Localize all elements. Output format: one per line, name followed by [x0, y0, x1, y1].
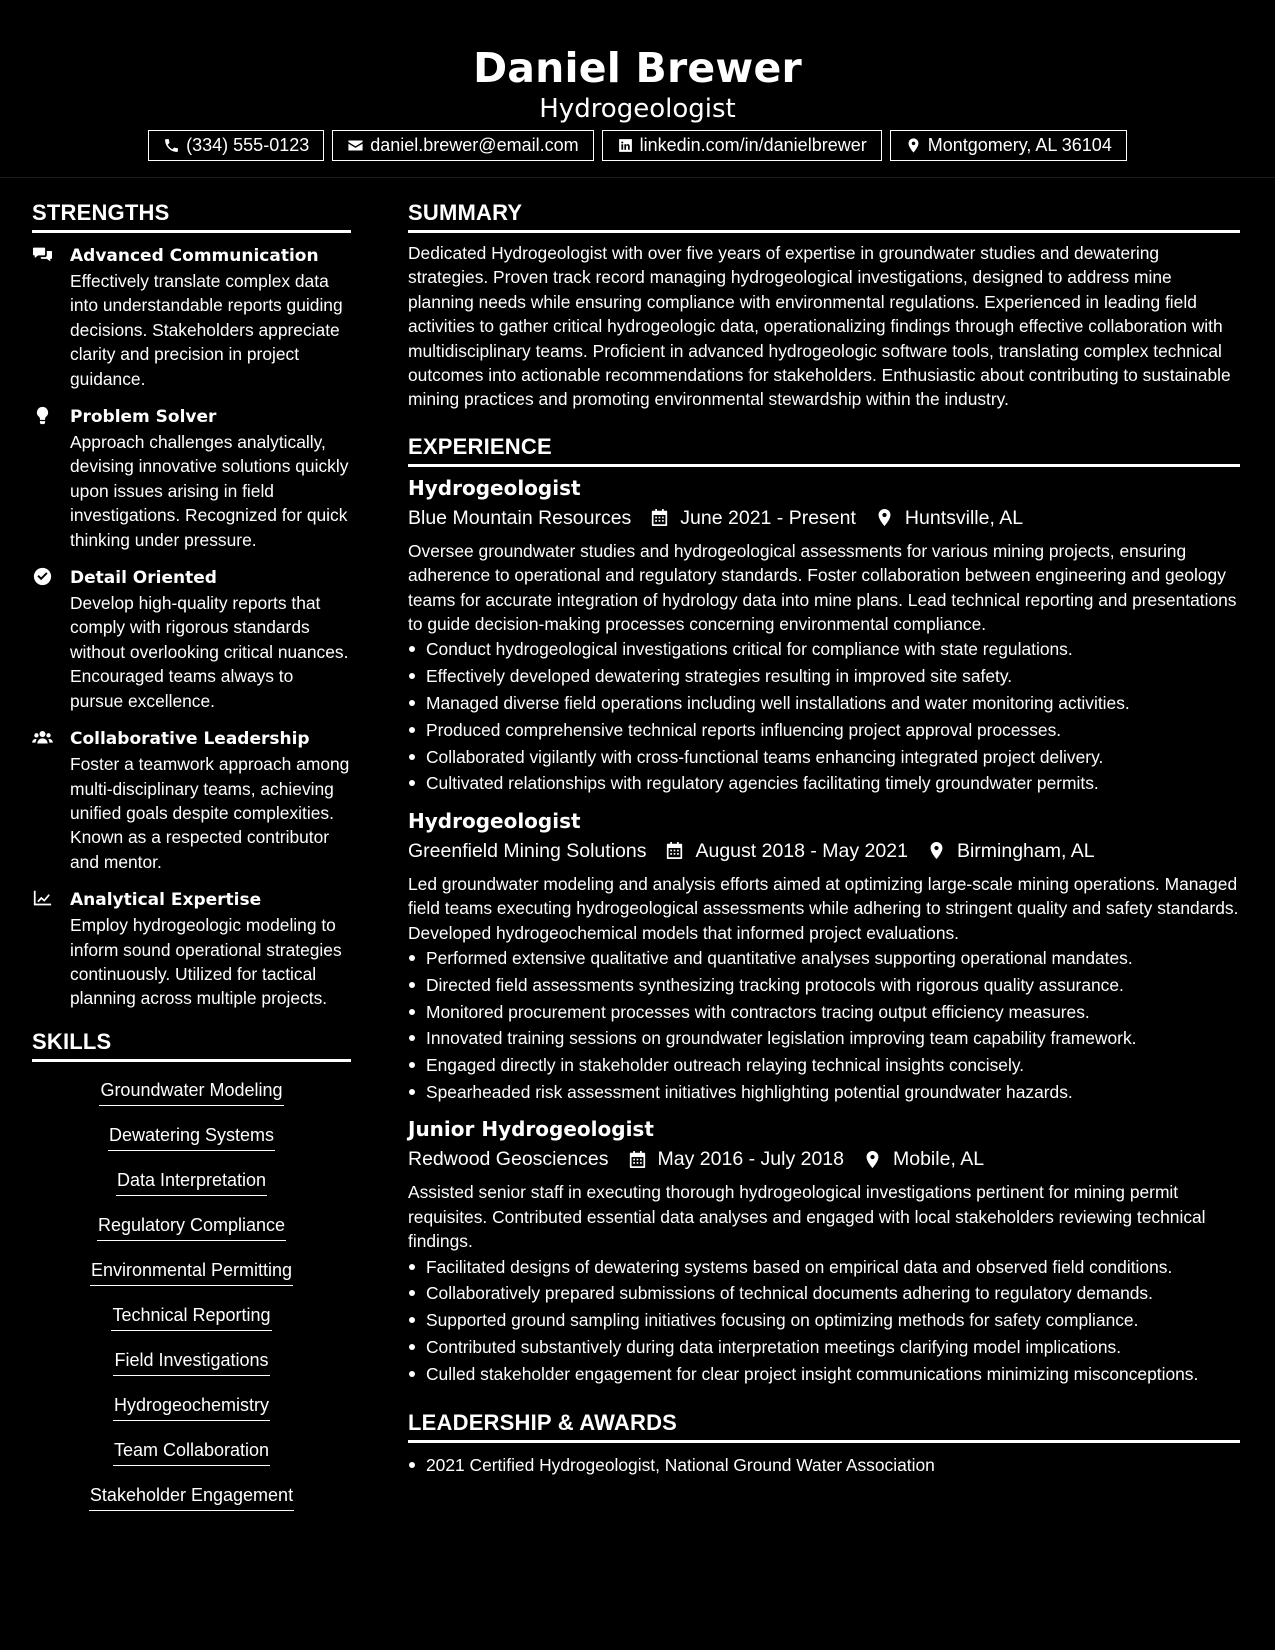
contact-location[interactable] — [890, 130, 1127, 161]
job-bullet: Directed field assessments synthesizing tracking protocols with rigorous quality assurance. — [408, 973, 1240, 997]
skill-item: Hydrogeochemistry — [113, 1393, 270, 1421]
skill-item: Environmental Permitting — [90, 1258, 293, 1286]
skill-item: Technical Reporting — [111, 1303, 271, 1331]
job-description: Oversee groundwater studies and hydrogeological assessments for various mining projects, ensuring adherence to operational and regulatory standards. Foster collaboration between engineering and geology teams for accurate integration of hydrology data into mine plans. Lead technical reporting and presentations to guide decision-making processes concerning environmental compliance. — [408, 540, 1237, 635]
strength-name: Collaborative Leadership — [70, 729, 310, 750]
skill-item: Groundwater Modeling — [99, 1078, 283, 1106]
contact-text: linkedin.com/in/danielbrewer — [639, 135, 867, 155]
candidate-name: Daniel Brewer — [473, 44, 802, 92]
job-bullets — [408, 946, 1240, 1104]
strength-item — [32, 565, 351, 713]
job-bullet: Monitored procurement processes with contractors tracing output efficiency measures. — [408, 1000, 1240, 1024]
job-bullet: Conduct hydrogeological investigations critical for compliance with state regulations. — [408, 637, 1240, 661]
job-bullets — [408, 637, 1240, 795]
job-company: Greenfield Mining Solutions — [408, 839, 647, 862]
contact-linkedin[interactable] — [602, 130, 882, 161]
skill-item: Regulatory Compliance — [97, 1213, 286, 1241]
summary-text: Dedicated Hydrogeologist with over five years of expertise in groundwater studies and dewatering strategies. Proven track record managing hydrogeological investigations, designed to address mine planning needs while ensuring compliance with environmental regulations. Experienced in leading field activities to gather critical hydrogeologic data, operationalizing findings through effective collaboration with multidisciplinary teams. Proficient in advanced hydrogeologic software tools, translating complex technical outcomes into actionable recommendations for stakeholders. Enthusiastic about contributing to sustainable mining practices and promoting environmental stewardship within the industry. — [408, 243, 1231, 410]
job-bullet: Spearheaded risk assessment initiatives highlighting potential groundwater hazards. — [408, 1080, 1240, 1104]
job-meta — [408, 503, 1240, 533]
calendar-icon — [666, 841, 683, 860]
job-entry — [408, 806, 1240, 1105]
contact-text: Montgomery, AL 36104 — [927, 135, 1112, 155]
job-bullet: Contributed substantively during data interpretation meetings clarifying model implications. — [408, 1335, 1240, 1359]
envelope-icon — [347, 137, 364, 154]
strength-desc: Develop high-quality reports that comply with rigorous standards without overlooking critical nuances. Encouraged teams always to pursue excellence. — [70, 593, 349, 711]
contact-phone[interactable] — [148, 130, 324, 161]
map-pin-icon — [876, 508, 893, 527]
job-bullet: Supported ground sampling initiatives focusing on optimizing methods for safety compliance. — [408, 1308, 1240, 1332]
summary-heading: SUMMARY — [408, 196, 1240, 233]
awards-section — [408, 1406, 1240, 1477]
job-title: Junior Hydrogeologist — [408, 1117, 654, 1142]
awards-heading: LEADERSHIP & AWARDS — [408, 1406, 1240, 1443]
map-pin-icon — [905, 137, 922, 154]
experience-heading: EXPERIENCE — [408, 430, 1240, 467]
job-bullet: Cultivated relationships with regulatory agencies facilitating timely groundwater permits. — [408, 771, 1240, 795]
strength-name: Analytical Expertise — [70, 890, 262, 911]
contact-text: daniel.brewer@email.com — [370, 135, 579, 155]
right-column — [408, 196, 1240, 1480]
job-location: Huntsville, AL — [904, 506, 1024, 529]
job-bullet: Facilitated designs of dewatering systems based on empirical data and observed field conditions. — [408, 1255, 1240, 1279]
job-title: Hydrogeologist — [408, 475, 581, 500]
job-dates: August 2018 - May 2021 — [695, 839, 908, 862]
job-bullet: Performed extensive qualitative and quantitative analyses supporting operational mandates. — [408, 946, 1240, 970]
job-bullet: Culled stakeholder engagement for clear project insight communications minimizing misconceptions. — [408, 1362, 1240, 1386]
job-company: Blue Mountain Resources — [408, 506, 632, 529]
skill-item: Team Collaboration — [113, 1438, 270, 1466]
job-bullet: Managed diverse field operations including well installations and water monitoring activities. — [408, 691, 1240, 715]
skills-section — [32, 1025, 351, 1528]
check-circle-icon — [32, 567, 53, 586]
resume-header — [0, 0, 1275, 178]
users-icon — [32, 728, 53, 747]
strength-name: Advanced Communication — [70, 246, 319, 266]
strength-desc: Approach challenges analytically, devising innovative solutions quickly upon issues arising in field investigations. Recognized for quick thinking under pressure. — [70, 432, 349, 550]
skill-item: Stakeholder Engagement — [89, 1483, 294, 1511]
map-pin-icon — [928, 841, 945, 860]
strengths-heading: STRENGTHS — [32, 196, 351, 233]
job-dates: June 2021 - Present — [680, 506, 856, 529]
contact-bar — [0, 130, 1275, 161]
job-bullet: Engaged directly in stakeholder outreach relaying technical insights concisely. — [408, 1053, 1240, 1077]
contact-text: (334) 555-0123 — [186, 135, 310, 155]
job-bullet: Innovated training sessions on groundwater legislation improving team capability framework. — [408, 1026, 1240, 1050]
strength-name: Detail Oriented — [70, 568, 217, 589]
skill-item: Field Investigations — [113, 1348, 269, 1376]
strength-item — [32, 726, 351, 874]
job-meta — [408, 836, 1240, 866]
job-bullets — [408, 1255, 1240, 1387]
job-bullet: Collaboratively prepared submissions of technical documents adhering to regulatory demands. — [408, 1281, 1240, 1305]
job-entry — [408, 473, 1240, 796]
contact-email[interactable] — [332, 130, 593, 161]
strength-desc: Employ hydrogeologic modeling to inform sound operational strategies continuously. Utilized for tactical planning across multiple projects. — [70, 915, 342, 1009]
job-title: Hydrogeologist — [408, 808, 581, 833]
strength-item — [32, 404, 351, 552]
job-bullet: Effectively developed dewatering strategies resulting in improved site safety. — [408, 664, 1240, 688]
left-column — [32, 196, 351, 1528]
strength-item — [32, 243, 351, 391]
job-meta — [408, 1144, 1240, 1174]
lightbulb-icon — [32, 406, 53, 425]
skills-list — [32, 1072, 351, 1528]
job-bullet: Collaborated vigilantly with cross-functional teams enhancing integrated project delivery. — [408, 745, 1240, 769]
map-pin-icon — [864, 1150, 881, 1169]
job-location: Birmingham, AL — [956, 839, 1095, 862]
comments-icon — [32, 245, 53, 264]
job-dates: May 2016 - July 2018 — [657, 1148, 844, 1171]
phone-icon — [163, 137, 180, 154]
job-company: Redwood Geosciences — [408, 1148, 609, 1171]
strength-item — [32, 887, 351, 1011]
calendar-icon — [651, 508, 668, 527]
skill-item: Dewatering Systems — [108, 1123, 275, 1151]
job-location: Mobile, AL — [893, 1148, 985, 1171]
skill-item: Data Interpretation — [116, 1168, 267, 1196]
awards-list — [408, 1453, 1240, 1477]
award-item: 2021 Certified Hydrogeologist, National Ground Water Association — [408, 1453, 1240, 1477]
linkedin-icon — [617, 137, 634, 154]
candidate-title: Hydrogeologist — [539, 94, 736, 124]
chart-line-icon — [32, 889, 53, 908]
strength-desc: Effectively translate complex data into understandable reports guiding decisions. Stakeholders appreciate clarity and precision in project guidance. — [70, 271, 343, 389]
skills-heading: SKILLS — [32, 1025, 351, 1062]
job-entry — [408, 1114, 1240, 1386]
calendar-icon — [629, 1150, 646, 1169]
strength-name: Problem Solver — [70, 407, 217, 428]
job-description: Assisted senior staff in executing thorough hydrogeological investigations pertinent for mining permit requisites. Contributed essential data analyses and engaged with local stakeholders reviewing technical findings. — [408, 1182, 1206, 1252]
job-bullet: Produced comprehensive technical reports influencing project approval processes. — [408, 718, 1240, 742]
job-description: Led groundwater modeling and analysis efforts aimed at optimizing large-scale mining operations. Managed field teams executing hydrogeological assessments while adhering to stringent quality and safety standards. Developed hydrogeochemical models that informed project evaluations. — [408, 873, 1239, 943]
strength-desc: Foster a teamwork approach among multi-disciplinary teams, achieving unified goals despite complexities. Known as a respected contributor and mentor. — [70, 754, 350, 872]
